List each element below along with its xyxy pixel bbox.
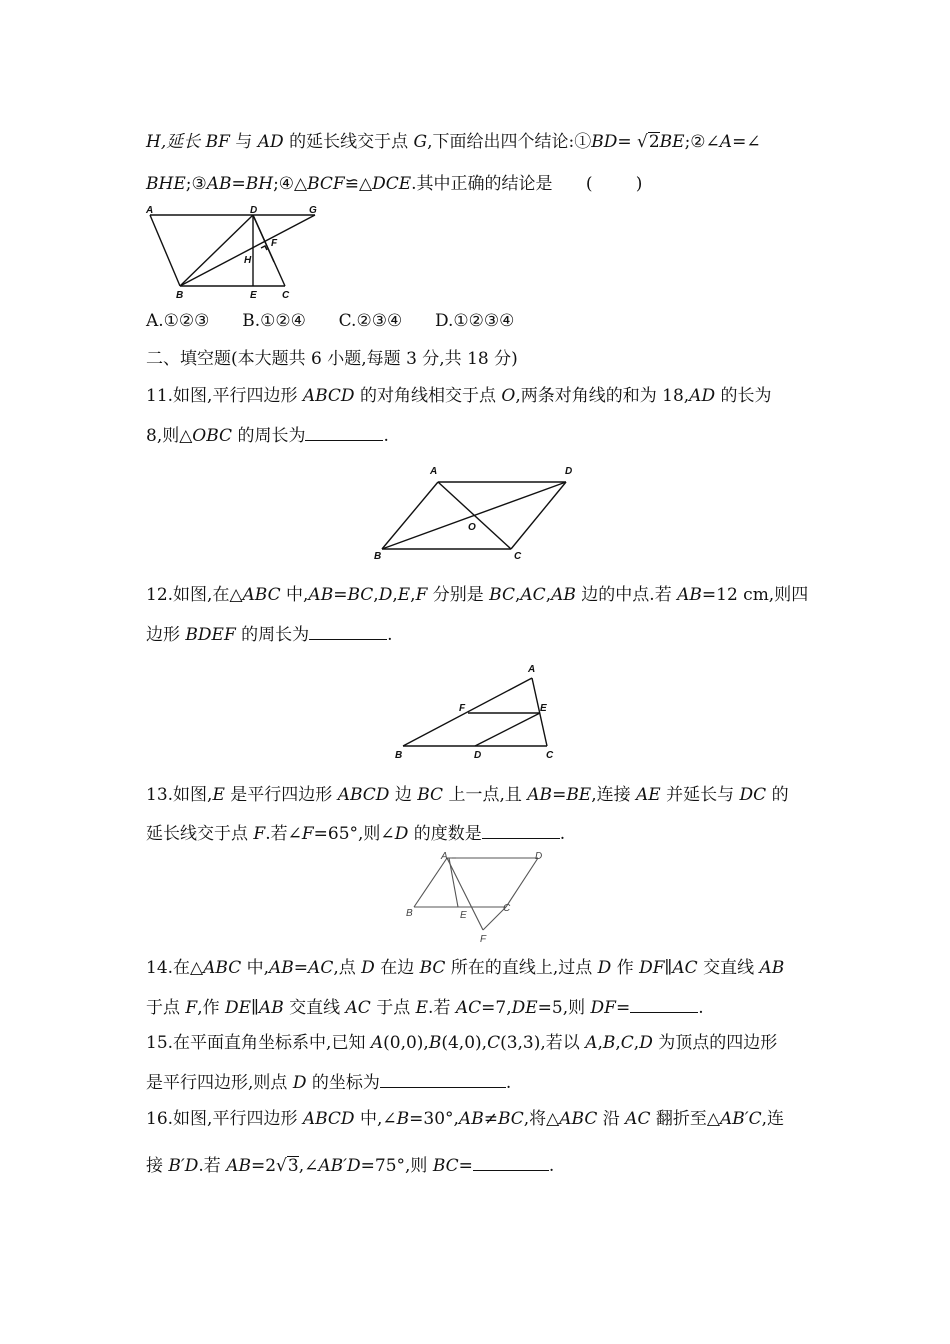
q10-figure [140,202,330,302]
q14-text-line-1: 14.在△ABC 中,AB=AC,点 D 在边 BC 所在的直线上,过点 D 作 DF∥AC 交直线 AB [146,958,785,978]
q10-options [146,309,514,333]
q13-text-line-2: 延长线交于点 F.若∠F=65°,则∠D 的度数是 . [146,820,565,846]
q12-figure [392,660,567,765]
option-d: D.①②③④ [435,311,515,331]
q13-label-b: B [406,908,413,919]
q10-label-g: G [309,205,317,216]
answer-blank [309,621,387,640]
answer-blank [380,1069,506,1088]
answer-parentheses: ( ) [585,174,643,194]
q11-label-a: A [430,466,438,477]
q12-text-line-2: 边形 BDEF 的周长为 . [146,621,393,647]
q15-text-line-1: 15.在平面直角坐标系中,已知 A(0,0),B(4,0),C(3,3),若以 A,B,C,D 为顶点的四边形 [146,1033,778,1053]
q12-label-c: C [546,750,554,761]
q14-text-line-2: 于点 F,作 DE∥AB 交直线 AC 于点 E.若 AC=7,DE=5,则 DF= . [146,994,704,1020]
q11-figure [368,460,583,565]
q11-text-line-2: 8,则△OBC 的周长为 . [146,422,389,448]
section-heading: 二、填空题(本大题共 6 小题,每题 3 分,共 18 分) [146,349,518,369]
sqrt-symbol: √ [637,132,648,152]
q10-label-b: B [176,290,184,301]
q10-label-h: H [244,255,252,266]
q13-label-f: F [480,934,487,945]
answer-blank [482,820,560,839]
answer-blank [305,422,383,441]
option-a: A.①②③ [146,311,210,331]
option-b: B.①②④ [242,311,306,331]
q12-label-e: E [540,703,547,714]
q12-text-line-1: 12.如图,在△ABC 中,AB=BC,D,E,F 分别是 BC,AC,AB 边的中点.若 AB=12 cm,则四 [146,585,809,605]
q10-text-line-1: H,延长 BF 与 AD 的延长线交于点 G,下面给出四个结论:①BD= √2BE;②∠A=∠ [146,132,761,152]
q11-label-o: O [468,522,476,533]
q16-text-line-2: 接 B′D.若 AB=2√3,∠AB′D=75°,则 BC= . [146,1152,554,1178]
q13-text-line-1: 13.如图,E 是平行四边形 ABCD 边 BC 上一点,且 AB=BE,连接 AE 并延长与 DC 的 [146,785,789,805]
q16-text-line-1: 16.如图,平行四边形 ABCD 中,∠B=30°,AB≠BC,将△ABC 沿 AC 翻折至△AB′C,连 [146,1109,784,1129]
q13-label-e: E [460,910,467,921]
q10-text-line-2: BHE;③AB=BH;④△BCF≌△DCE.其中正确的结论是 ( ) [146,174,643,194]
q15-text-line-2: 是平行四边形,则点 D 的坐标为 . [146,1069,511,1095]
q10-label-a: A [146,205,154,216]
q10-label-c: C [282,290,290,301]
q12-label-d: D [474,750,482,761]
q10-label-f: F [271,238,278,249]
q12-label-b: B [395,750,403,761]
q10-label-e: E [250,290,257,301]
q13-label-c: C [503,903,511,914]
q12-label-a: A [528,664,536,675]
sqrt-symbol: √ [276,1156,287,1176]
q10-label-d: D [250,205,258,216]
answer-blank [473,1152,549,1171]
option-c: C.②③④ [338,311,403,331]
q13-figure [400,848,560,948]
q11-label-d: D [565,466,573,477]
q12-label-f: F [459,703,466,714]
q11-label-c: C [514,551,522,562]
answer-blank [630,994,698,1013]
q11-label-b: B [374,551,382,562]
q13-label-a: A [441,851,448,862]
q13-label-d: D [535,851,543,862]
q11-text-line-1: 11.如图,平行四边形 ABCD 的对角线相交于点 O,两条对角线的和为 18,AD 的长为 [146,386,772,406]
